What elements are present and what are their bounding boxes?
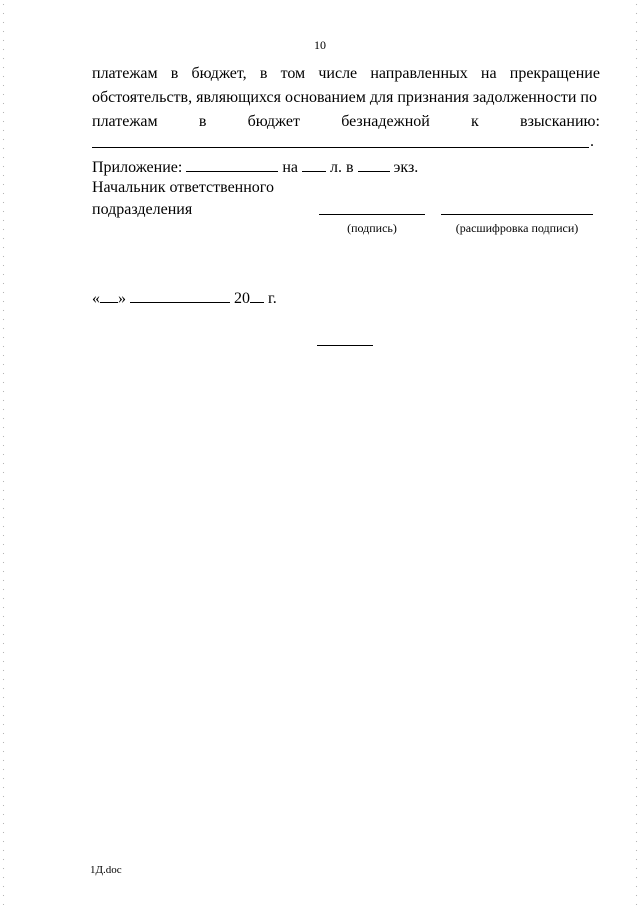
word: платежам [92,113,158,130]
page-number: 10 [314,38,326,52]
date-open-quote: « [92,290,100,307]
month-blank [130,286,230,303]
year-blank [250,286,264,303]
signatory-title-line-2: подразделения [92,201,193,218]
date-close-quote: » [118,290,126,307]
attachment-copies: экз. [393,159,419,176]
word: бюджет [247,113,300,130]
paragraph-line-2: обстоятельств, являющихся основанием для признания задолженности по [92,89,597,106]
copies-count-blank [358,155,390,172]
signature-caption: (подпись) [347,221,397,235]
attachment-name-blank [186,155,278,172]
paragraph-line-1 [92,62,600,86]
word: платежам [92,65,158,82]
scan-edge-left [2,0,5,905]
word: прекращение [509,65,600,82]
date-line [92,286,277,309]
word: в [198,113,207,130]
day-blank [100,286,118,303]
scan-edge-right [635,0,638,905]
word: в [259,65,268,82]
word: в [170,65,179,82]
year-prefix: 20 [234,290,250,307]
signature-line [319,214,425,215]
attachment-label: Приложение: [92,159,183,176]
word: бюджет, [191,65,247,82]
word: безнадежной [341,113,430,130]
attachment-line [92,155,418,178]
footer-filename: 1Д.doc [90,864,122,876]
fill-in-line-period: . [590,133,594,150]
sheets-count-blank [302,155,326,172]
word: на [480,65,497,82]
word: числе [318,65,358,82]
signature-decoding-caption: (расшифровка подписи) [455,221,579,235]
word: том [280,65,306,82]
word: взысканию: [520,113,600,130]
end-separator [317,345,373,346]
attachment-on: на [282,159,298,176]
body-paragraph [92,62,600,134]
word: к [471,113,479,130]
signatory-title-line-1: Начальник ответственного [92,179,274,196]
attachment-sheets: л. в [330,159,354,176]
signature-decoding-line [441,214,593,215]
paragraph-line-3 [92,110,600,134]
word: направленных [370,65,468,82]
fill-in-line [92,147,589,148]
year-suffix: г. [268,290,277,307]
